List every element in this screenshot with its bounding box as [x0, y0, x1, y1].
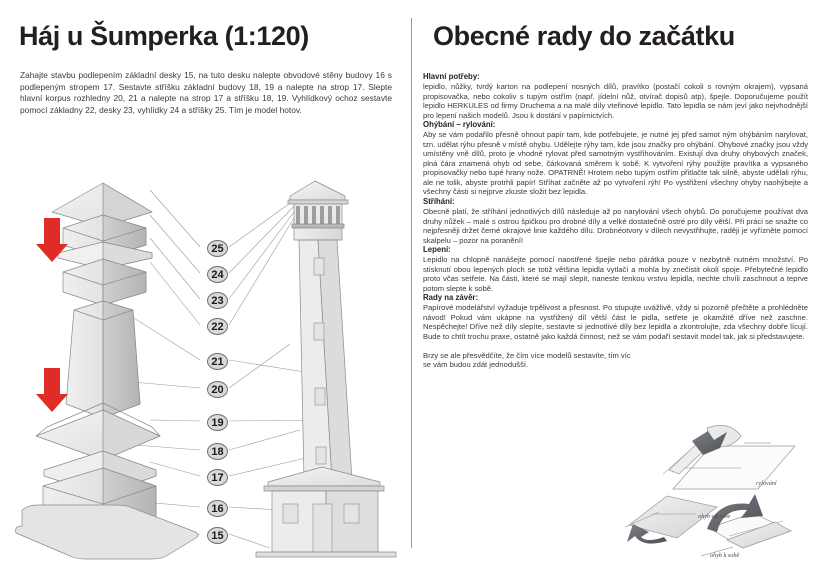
section-heading-needs: Hlavní potřeby:	[423, 72, 480, 81]
section-heading-final: Rady na závěr:	[423, 293, 479, 303]
section-heading-cutting: Stříhání:	[423, 197, 455, 207]
callout-24[interactable]: 24	[207, 266, 228, 283]
callout-16[interactable]: 16	[207, 500, 228, 517]
section-heading-bending: Ohýbání – rylování:	[423, 120, 496, 130]
section-text-final: Papírové modelářství vyžaduje trpělivost a přesnost. Po stupujte uvážlivě, vždy si pozorně přečtěte a prohlédněte návod! Pokud vám ukápne na vystřižený díl větší část le pidla, setřete je okamžitě dříve než zaschne. Nespěchejte! Dříve než díly slepíte, sestavte si jednotlivé díly bez lepidla a zkontrolujte, zda všechny dobře lícují. Bude to chtít trochu praxe, ostatně jako každá činnost, než se vám podaří sestavit model tak, jak si představujete.	[423, 303, 808, 342]
callout-19[interactable]: 19	[207, 414, 228, 431]
callout-18[interactable]: 18	[207, 443, 228, 460]
page-title-right: Obecné rady do začátku	[433, 21, 735, 51]
callout-15[interactable]: 15	[207, 527, 228, 544]
label-fold-away: ohyb od sebe	[698, 513, 731, 520]
closing-note: Brzy se ale přesvědčíte, že čím více modelů sestavíte, tím víc se vám budou zdát jednodušší.	[423, 350, 631, 370]
page-title-left: Háj u Šumperka (1:120)	[19, 21, 309, 51]
right-panel	[411, 0, 826, 567]
callout-22[interactable]: 22	[207, 318, 228, 335]
section-heading-gluing: Lepení:	[423, 245, 451, 255]
label-scoring: rylování	[756, 480, 777, 487]
callout-20[interactable]: 20	[207, 381, 228, 398]
section-text-bending: Aby se vám podařilo přesně ohnout papír tam, kde potřebujete, je nutné jej před samot ným ohýbáním narylovat, tzn. udělat rýhu přesně v místě ohybu. Udělejte rýhy tam, kde jsou značky pro ohýbání. Ohybové značky jsou vždy umístěny vně dílů, proto je vhodné rylovat před samotným vystřihováním. Existují dva druhy ohybových značek, plná čára znamená ohyb od sebe, čárkovaná směrem k sobě. K vytvoření rýhy použijte pravítka a vypsaného propisovačky nebo tupé hrany nože. OPATRNĚ! Hrotem nebo tupým ostřím přitlačte tak silně, abyste udělali rýhu, ale ne tolik, abyste protrhli papír! Stříhat začněte až po vytvoření rýh! Po vystřižení všechny ohyby naohýbejte a všechny části si nejprve zkuste složit bez lepidla.	[423, 130, 808, 197]
callout-21[interactable]: 21	[207, 353, 228, 370]
callout-17[interactable]: 17	[207, 469, 228, 486]
section-text-cutting: Obecně platí, že stříhání jednotlivých dílů následuje až po narylování všech ohybů. Do poručujeme používat dva druhy nůžek – malé s ostrou špičkou pro drobné díly a velké dostatečně ostré pro díly větší. Při práci se snažte co nejpřesněji držet černé okrajové linie každého dílu. Drobnéotvory v dílech nevystřihujte, raději je vyřízněte pomocí skalpelu – pozor na poranění!	[423, 207, 808, 245]
lighthouse-exploded-diagram	[0, 0, 411, 567]
section-text-needs: lepidlo, nůžky, tvrdý karton na podlepení nosných dílů, pravítko (postačí cokoli s rovným okrajem), vypsaná propisovačka, nebo cokoliv s tupým ostřím (např. jídelní nůž, otvírač dopisů atp), špejle. Doporučujeme použít lepidlo HERKULES od firmy Druchema a na malé díly vteřinové lepidlo. Tato lepidla se nám jeví jako nejvhodnější pro lepení našich modelů. Jsou k dostání v papírnictvích.	[423, 82, 808, 120]
left-panel	[0, 0, 411, 567]
assembly-instructions: Zahajte stavbu podlepením základní desky 15, na tuto desku nalepte obvodové stěny budovy 16 s podlepeným stropem 17. Sestavte stříšku základní budovy 18, 19 a nalepte na strop 17. Slepte hlavní korpus rozhledny 20, 21 a nalepte na strop 17 a stříšku 18, 19. Vyhlídkový ochoz sestavte pomocí základny 22, desky 23, vyhlídky 24 a stříšky 25. Tím je model hotov.	[20, 70, 392, 115]
callout-25[interactable]: 25	[207, 240, 228, 257]
callout-23[interactable]: 23	[207, 292, 228, 309]
label-fold-toward: ohyb k sobě	[710, 552, 740, 559]
section-text-gluing: Lepidlo na chlopně nanášejte pomocí naostřené špejle nebo párátka pouze v nezbytně nutném množství. Po stisknutí obou lepených ploch se totiž většina lepidla vytlačí a mohla by znečistit okolí spoje. Přebytečné lepidlo proto včas setřete. Na části, které se mají slepit, naneste tenkou vrstvu lepidla, nechte chvíli zaschnout a teprve potom slepte k sobě.	[423, 255, 808, 293]
